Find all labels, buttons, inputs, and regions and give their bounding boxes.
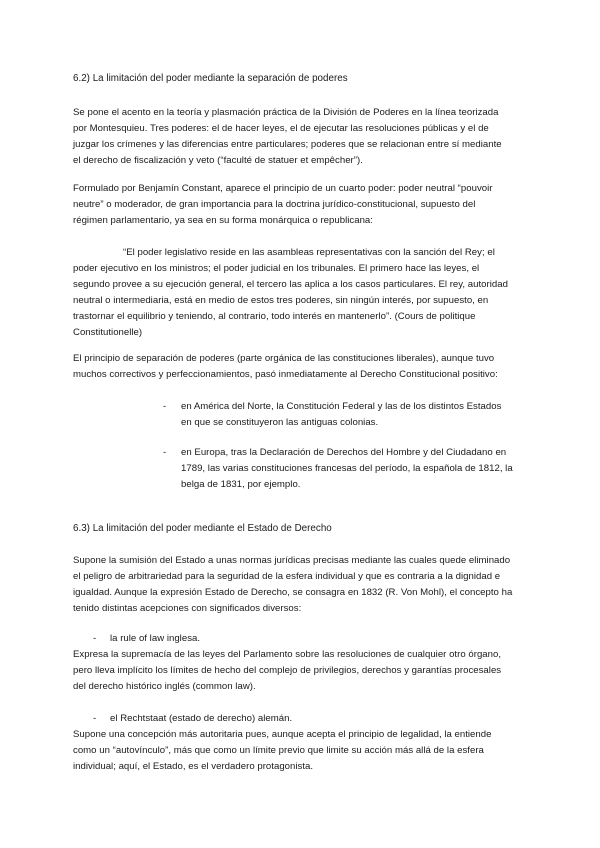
- quote-line: neutral o intermediaria, está en medio de estos tres poderes, sin ningún interés, por supuesto, en: [73, 295, 489, 306]
- list-item-title: el Rechtstaat (estado de derecho) alemán.: [110, 713, 293, 724]
- paragraph-line: muchos correctivos y perfeccionamientos, pasó inmediatamente al Derecho Constitucional positivo:: [73, 369, 498, 380]
- quote-line: segundo provee a su ejecución general, el tercero las aplica a los casos particulares. El rey, autoridad: [73, 279, 508, 290]
- bullet-line: en que se constituyeron las antiguas colonias.: [181, 417, 379, 428]
- paragraph-line: régimen parlamentario, ya sea en su forma monárquica o republicana:: [73, 215, 373, 226]
- list-dash: -: [93, 713, 97, 724]
- paragraph-line: el peligro de arbitrariedad para la seguridad de la esfera individual y que es contraria a la dignidad e: [73, 571, 501, 582]
- quote-line: “El poder legislativo reside en las asambleas representativas con la sanción del Rey; el: [123, 247, 495, 258]
- paragraph-line: Se pone el acento en la teoría y plasmación práctica de la División de Poderes en la línea teorizada: [73, 107, 499, 118]
- paragraph-line: individual; aquí, el Estado, es el verdadero protagonista.: [73, 761, 314, 772]
- paragraph-line: del derecho histórico inglés (common law).: [73, 681, 256, 692]
- section-heading-6-3: 6.3) La limitación del poder mediante el Estado de Derecho: [73, 523, 332, 534]
- list-dash: -: [93, 633, 97, 644]
- paragraph-line: juzgar los crímenes y las diferencias entre particulares; poderes que se relacionan entre sí mediante: [73, 139, 502, 150]
- list-item-title: la rule of law inglesa.: [110, 633, 201, 644]
- bullet-line: 1789, las varias constituciones francesas del período, la española de 1812, la: [181, 463, 513, 474]
- paragraph-line: Supone la sumisión del Estado a unas normas jurídicas precisas mediante las cuales quede eliminado: [73, 555, 511, 566]
- paragraph-line: por Montesquieu. Tres poderes: el de hacer leyes, el de ejecutar las resoluciones públicas y el de: [73, 123, 489, 134]
- paragraph-line: pero lleva implícito los límites de hecho del complejo de privilegios, derechos y garantías procesales: [73, 665, 502, 676]
- paragraph-line: Expresa la supremacía de las leyes del Parlamento sobre las resoluciones de cualquier otro órgano,: [73, 649, 502, 660]
- quote-line: poder ejecutivo en los ministros; el poder judicial en los tribunales. El primero hace las leyes, el: [73, 263, 480, 274]
- paragraph-line: neutre” o moderador, de gran importancia para la doctrina jurídico-constitucional, supuesto del: [73, 199, 476, 210]
- paragraph-line: como un “autovínculo”, más que como un límite previo que limite su acción más allá de la esfera: [73, 745, 484, 756]
- paragraph-line: El principio de separación de poderes (parte orgánica de las constituciones liberales), aunque tuvo: [73, 353, 495, 364]
- paragraph-line: el derecho de fiscalización y veto (“faculté de statuer et empêcher”).: [73, 155, 363, 166]
- quote-line: trastornar el equilibrio y teniendo, al contrario, todo interés en mantenerlo”. (Cours de politique: [73, 311, 476, 322]
- bullet-line: en América del Norte, la Constitución Federal y las de los distintos Estados: [181, 401, 502, 412]
- bullet-dash: -: [163, 447, 167, 458]
- section-heading-6-2: 6.2) La limitación del poder mediante la separación de poderes: [73, 73, 348, 84]
- paragraph-line: tenido distintas acepciones con significados diversos:: [73, 603, 302, 614]
- paragraph-line: igualdad. Aunque la expresión Estado de Derecho, se consagra en 1832 (R. Von Mohl), el concepto ha: [73, 587, 513, 598]
- paragraph-line: Supone una concepción más autoritaria pues, aunque acepta el principio de legalidad, la entiende: [73, 729, 492, 740]
- bullet-line: en Europa, tras la Declaración de Derechos del Hombre y del Ciudadano en: [181, 447, 507, 458]
- bullet-dash: -: [163, 401, 167, 412]
- paragraph-line: Formulado por Benjamín Constant, aparece el principio de un cuarto poder: poder neutral “pouvoir: [73, 183, 493, 194]
- quote-line: Constitutionelle): [73, 327, 143, 338]
- bullet-line: belga de 1831, por ejemplo.: [181, 479, 301, 490]
